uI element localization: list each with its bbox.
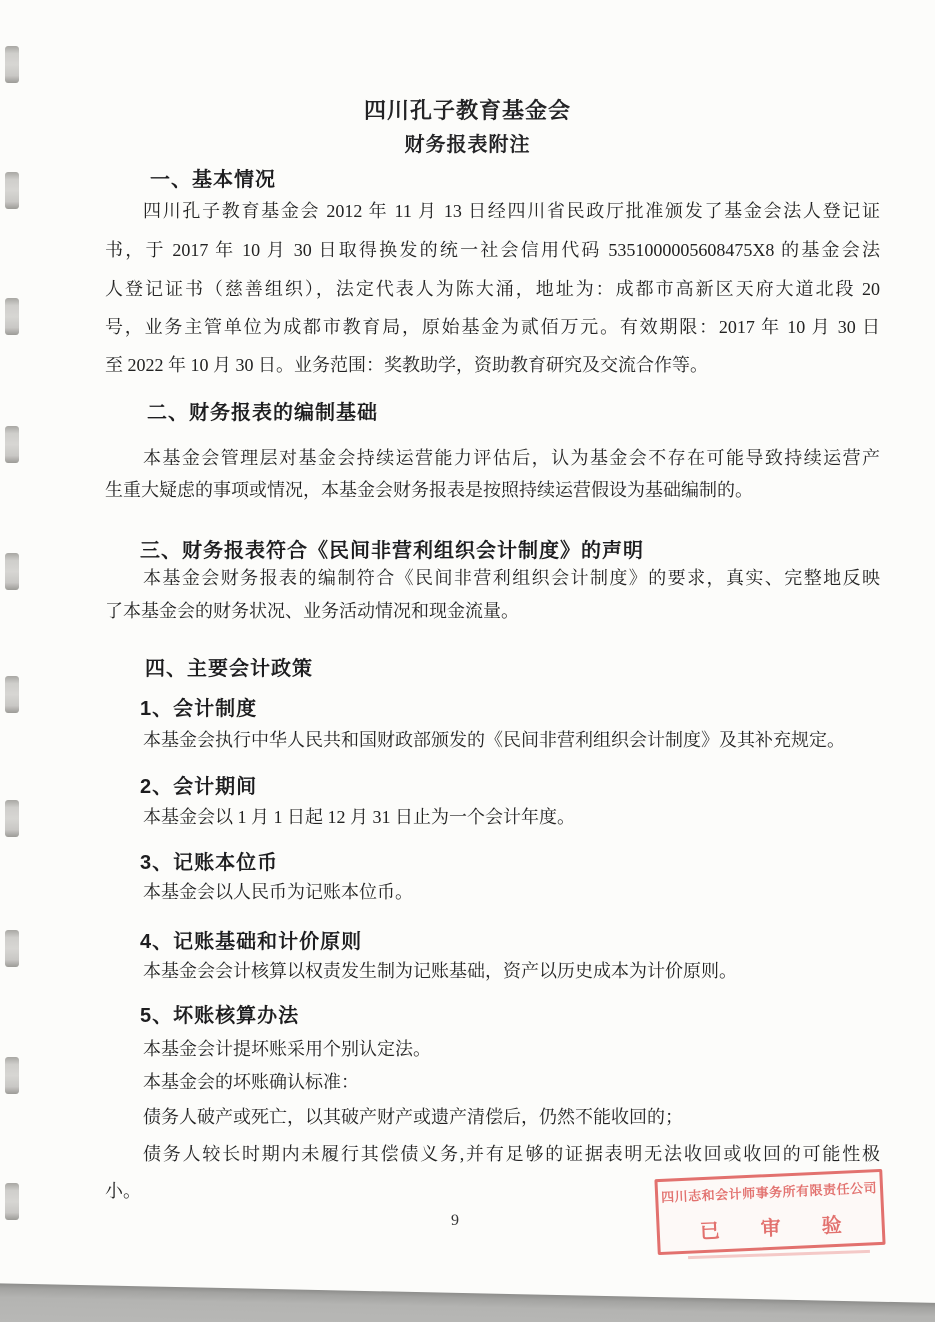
binder-hole-mark — [5, 800, 19, 837]
policy-2-heading: 2、会计期间 — [140, 776, 258, 798]
paragraph-line: 至 2022 年 10 月 30 日。业务范围：奖教助学，资助教育研究及交流合作等。 — [105, 355, 708, 375]
binder-hole-mark — [5, 172, 19, 209]
paragraph-line: 本基金会以 1 月 1 日起 12 月 31 日止为一个会计年度。 — [143, 807, 575, 827]
policy-5-heading: 5、坏账核算办法 — [140, 1005, 300, 1027]
paragraph-line: 债务人破产或死亡，以其破产财产或遗产清偿后，仍然不能收回的； — [143, 1107, 683, 1127]
policy-3-heading: 3、记账本位币 — [140, 852, 279, 874]
section-3-heading: 三、财务报表符合《民间非营利组织会计制度》的声明 — [140, 540, 644, 562]
binder-hole-mark — [5, 1057, 19, 1094]
policy-1-heading: 1、会计制度 — [140, 698, 258, 720]
paragraph-line: 书，于 2017 年 10 月 30 日取得换发的统一社会信用代码 5351000005608475X8 的基金会法 — [105, 240, 880, 260]
paragraph-line: 人登记证书（慈善组织），法定代表人为陈大涌，地址为：成都市高新区天府大道北段 20 — [105, 279, 880, 299]
policy-4-heading: 4、记账基础和计价原则 — [140, 931, 363, 953]
binder-hole-mark — [5, 298, 19, 335]
page-number: 9 — [451, 1212, 459, 1229]
binder-hole-mark — [5, 930, 19, 967]
binder-hole-mark — [5, 676, 19, 713]
audit-stamp — [654, 1169, 885, 1255]
binder-hole-mark — [5, 553, 19, 590]
paragraph-line: 号，业务主管单位为成都市教育局，原始基金为贰佰万元。有效期限：2017 年 10 月 30 日 — [105, 317, 880, 337]
paragraph-line: 债务人较长时期内未履行其偿债义务,并有足够的证据表明无法收回或收回的可能性极 — [143, 1144, 880, 1164]
stamp-company-name: 四川志和会计师事务所有限责任公司 — [660, 1180, 878, 1205]
paragraph-line: 本基金会会计核算以权责发生制为记账基础，资产以历史成本为计价原则。 — [143, 961, 737, 981]
binder-hole-mark — [5, 46, 19, 83]
paragraph-line: 本基金会的坏账确认标准： — [143, 1072, 359, 1092]
section-2-heading: 二、财务报表的编制基础 — [147, 402, 378, 424]
paragraph-line: 本基金会以人民币为记账本位币。 — [143, 882, 413, 902]
document-subtitle: 财务报表附注 — [404, 134, 531, 156]
stamp-verified-text: 已 审 验 — [699, 1213, 861, 1244]
paragraph-line: 四川孔子教育基金会 2012 年 11 月 13 日经四川省民政厅批准颁发了基金会法人登记证 — [143, 201, 880, 221]
paragraph-line: 小。 — [105, 1181, 141, 1201]
section-1-heading: 一、基本情况 — [150, 169, 276, 191]
document-title: 四川孔子教育基金会 — [363, 98, 571, 123]
binder-hole-mark — [5, 426, 19, 463]
paragraph-line: 本基金会执行中华人民共和国财政部颁发的《民间非营利组织会计制度》及其补充规定。 — [143, 730, 845, 750]
section-4-heading: 四、主要会计政策 — [145, 658, 313, 680]
scan-edge-band — [0, 1283, 935, 1322]
paragraph-line: 本基金会计提坏账采用个别认定法。 — [143, 1039, 431, 1059]
paragraph-line: 本基金会管理层对基金会持续运营能力评估后，认为基金会不存在可能导致持续运营产 — [143, 448, 880, 468]
paragraph-line: 本基金会财务报表的编制符合《民间非营利组织会计制度》的要求，真实、完整地反映 — [143, 568, 880, 588]
paragraph-line: 了本基金会的财务状况、业务活动情况和现金流量。 — [105, 601, 519, 621]
paragraph-line: 生重大疑虑的事项或情况，本基金会财务报表是按照持续运营假设为基础编制的。 — [105, 480, 753, 500]
